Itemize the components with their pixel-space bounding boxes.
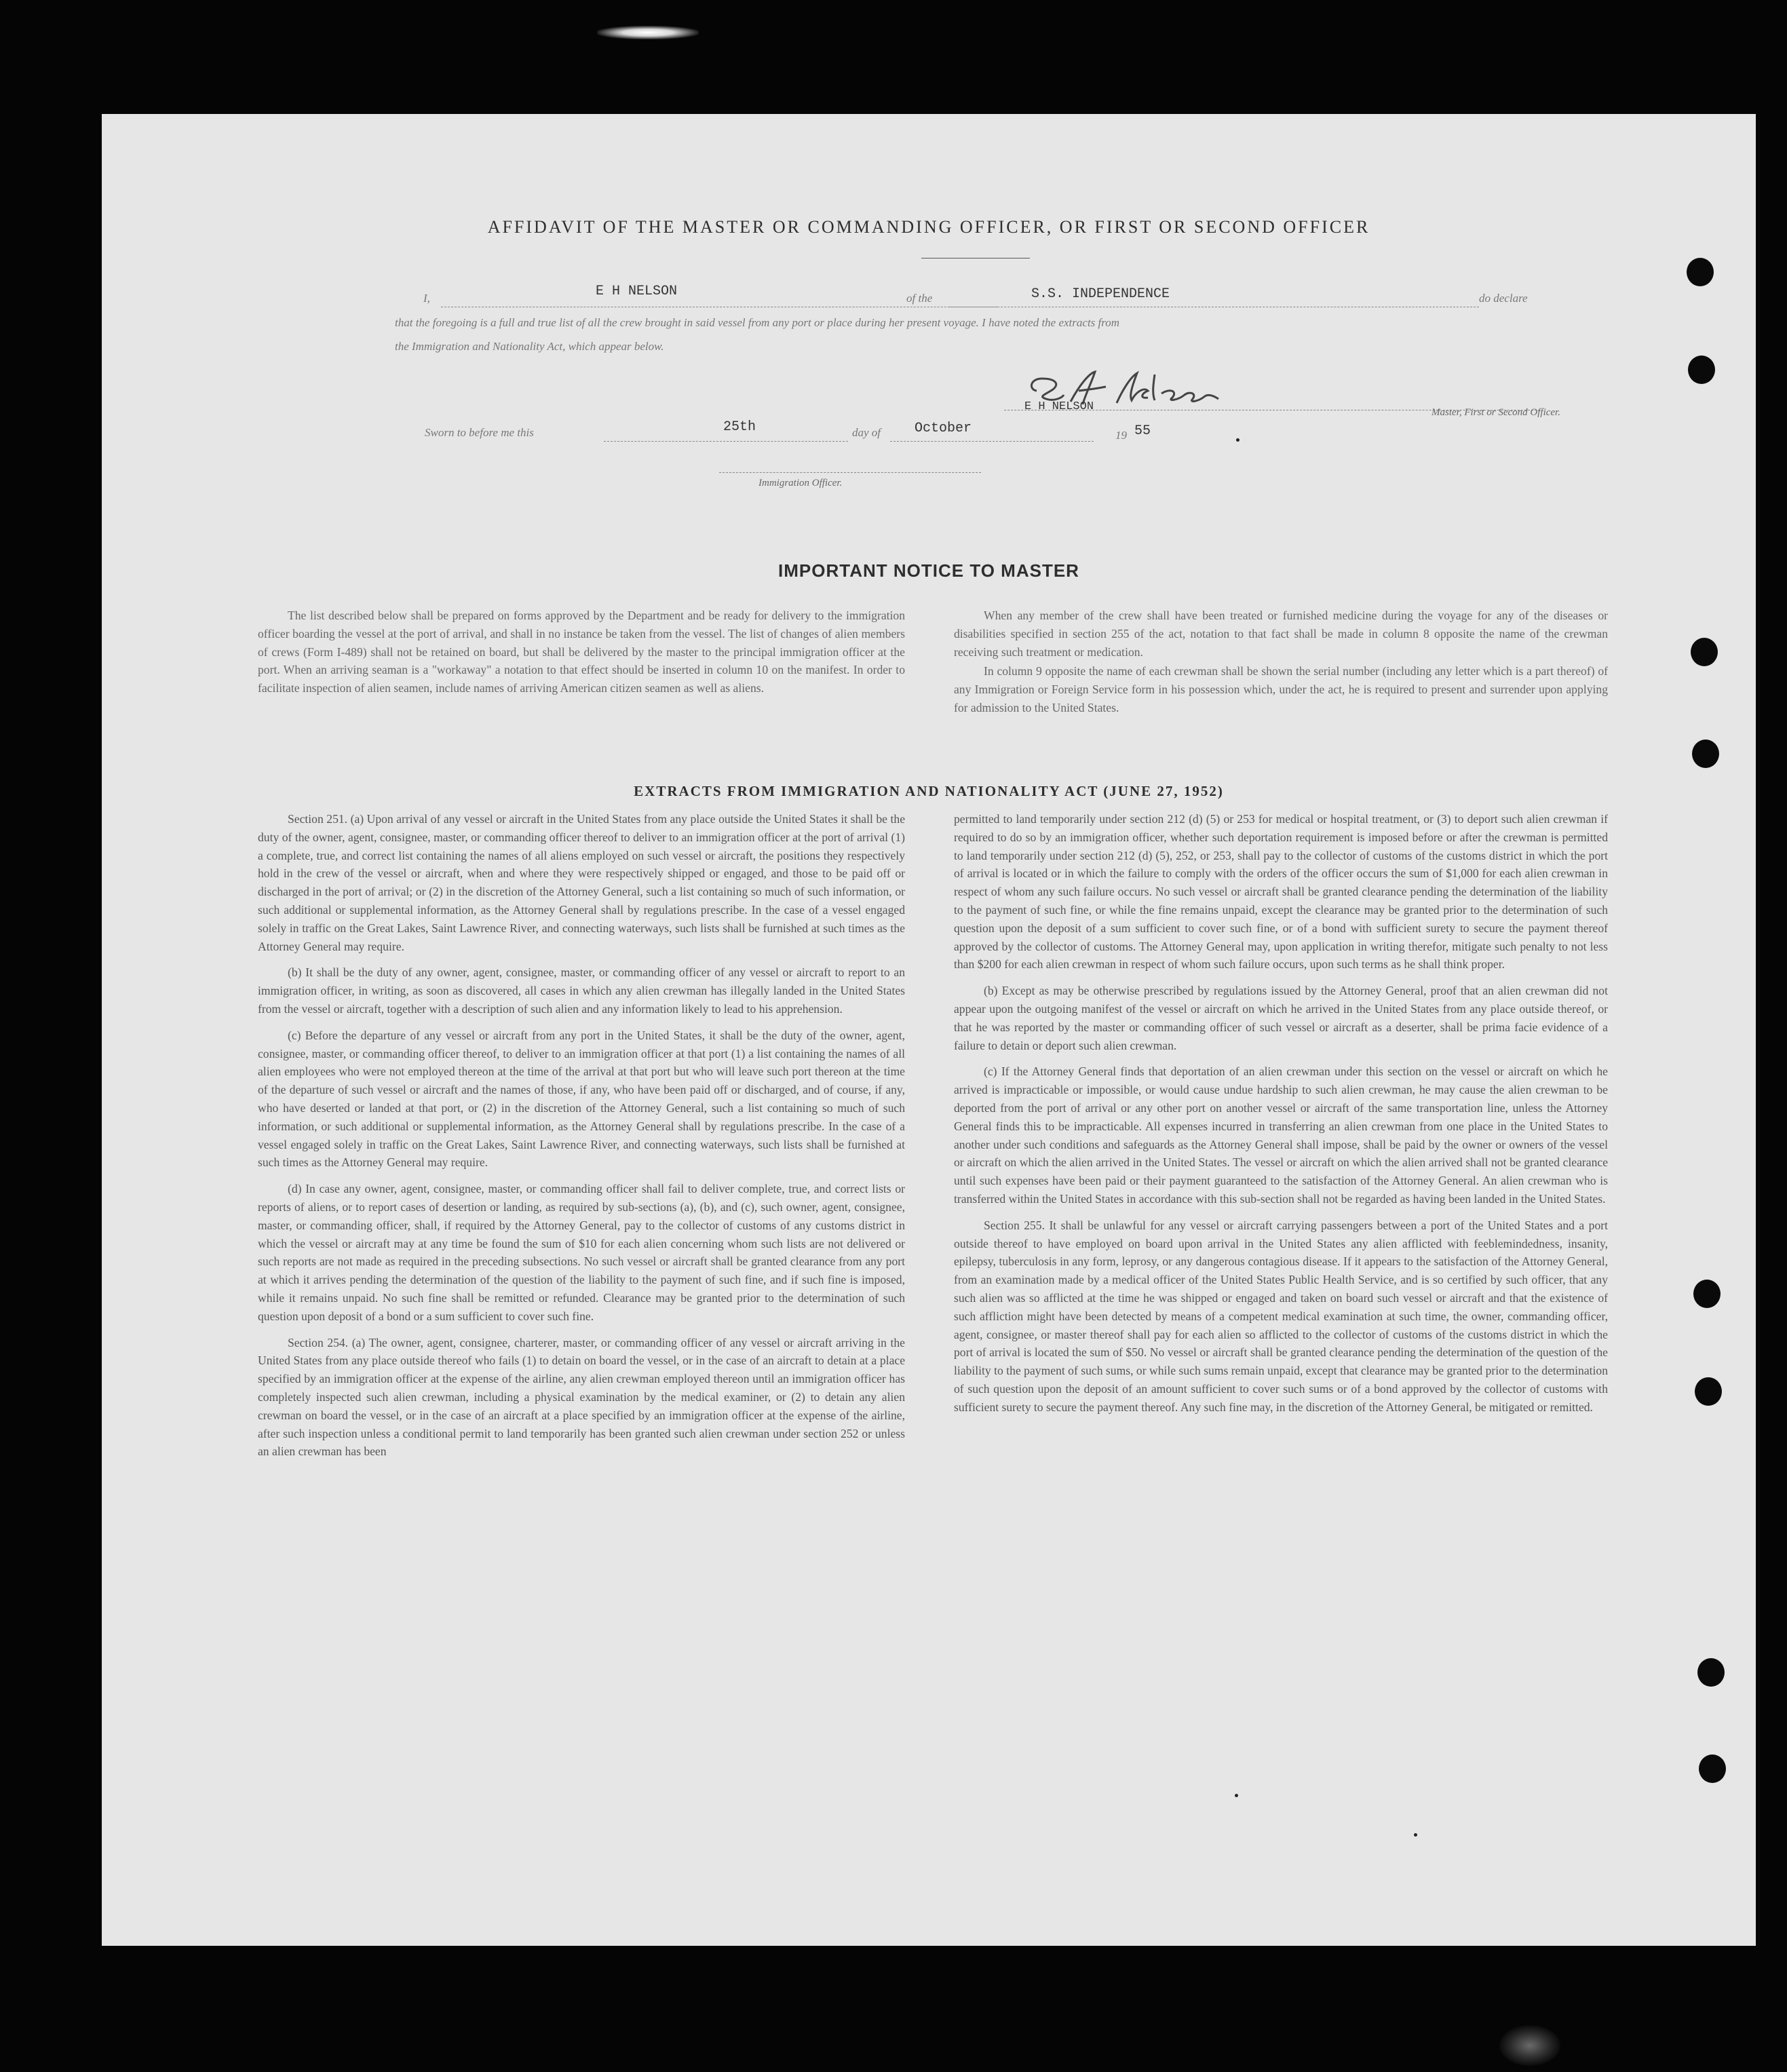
vessel-name: S.S. INDEPENDENCE: [1031, 286, 1170, 302]
notice-right-paragraph-2: In column 9 opposite the name of each crewman shall be shown the serial number (including any letter which is a part thereof) of any Immigration or Foreign Service form in his possession which, under the act, he is required to present and surrender upon applying for admission to the United States.: [954, 664, 1608, 714]
do-declare-text: do declare: [1479, 292, 1528, 305]
of-the-text: of the: [906, 292, 933, 305]
notice-left-paragraph: The list described below shall be prepared on forms approved by the Department and be ready for delivery to the immigration officer boarding the vessel at the port of arrival, and shall in no instance be taken from the vessel. The list of changes of alien members of crews (Form I-489) shall not be retained on board, but shall be delivered by the master to the principal immigration officer at the port. When an arriving seaman is a "workaway" a notation to that effect should be inserted in column 10 on the manifest. In order to facilitate inspection of alien seamen, include names of arriving American citizen seamen as well as aliens.: [258, 609, 905, 695]
sworn-day: 25th: [723, 419, 756, 435]
punch-hole: [1691, 638, 1718, 666]
extract-paragraph: (c) Before the departure of any vessel or aircraft from any port in the United States, it shall be the duty of the owner, agent, consignee, master, or commanding officer thereof, to deliver to an immigration officer at that port (1) a list containing the names of all alien employees who were not employed thereon at the time of the arrival at that port but who will leave such port thereon at the time of the departure of such vessel or aircraft and the names of those, if any, who have been paid off or discharged, and of course, if any, who have deserted or landed at that port, or (2) in the discretion of the Attorney General, such a list containing so much of such information, or such additional or supplemental information, as the Attorney General shall by regulations prescribe. In the case of a vessel engaged solely in traffic on the Great Lakes, Saint Lawrence River, and connecting waterways, such lists shall be furnished at such times as the Attorney General may require.: [258, 1028, 905, 1170]
master-name: E H NELSON: [596, 284, 678, 299]
scanner-glare-bottom: [1499, 2025, 1560, 2066]
signer-typed-name: E H NELSON: [1024, 400, 1094, 413]
notice-right-paragraph-1: When any member of the crew shall have been treated or furnished medicine during the voyage for any of the diseases or disabilities specified in section 255 of the act, notation to that fact shall be made in column 8 opposite the name of the crewman receiving such treatment or medication.: [954, 609, 1608, 659]
notice-heading: IMPORTANT NOTICE TO MASTER: [778, 560, 1079, 581]
declaration-line-3: the Immigration and Nationality Act, which appear below.: [395, 340, 664, 353]
immigration-officer-line: [719, 472, 981, 473]
notice-right-column: [954, 607, 1608, 725]
document-page: [102, 114, 1756, 1946]
extracts-heading: EXTRACTS FROM IMMIGRATION AND NATIONALITY ACT (JUNE 27, 1952): [634, 783, 1224, 799]
master-signature: [1015, 364, 1232, 425]
dust-speck: [1414, 1833, 1417, 1837]
day-of-text: day of: [852, 426, 881, 439]
punch-hole: [1699, 1754, 1726, 1783]
immigration-officer-caption: Immigration Officer.: [758, 478, 843, 488]
dust-speck: [1236, 438, 1240, 442]
dust-speck: [1235, 1794, 1238, 1797]
extracts-left-column: [258, 810, 905, 1469]
sworn-label: Sworn to before me this: [425, 426, 534, 439]
declarant-prefix: I,: [423, 292, 430, 305]
punch-hole: [1693, 1280, 1721, 1308]
extract-paragraph: (b) It shall be the duty of any owner, agent, consignee, master, or commanding officer of any vessel or aircraft to report to an immigration officer, in writing, as soon as discovered, all cases in which any alien crewman has illegally landed in the United States from the vessel or aircraft, together with a description of such alien and any information likely to lead to his apprehension.: [258, 965, 905, 1016]
extract-paragraph: (b) Except as may be otherwise prescribed by regulations issued by the Attorney General, proof that an alien crewman did not appear upon the outgoing manifest of the vessel or aircraft on which he arrived in the United States from any place outside thereof, or that he was reported by the master or commanding officer of such vessel or aircraft as a deserter, shall be prima facie evidence of a failure to detain or deport such alien crewman.: [954, 984, 1608, 1052]
extracts-right-column: [954, 810, 1608, 1425]
extract-paragraph: (d) In case any owner, agent, consignee, master, or commanding officer shall fail to deliver complete, true, and correct lists or reports of aliens, or to report cases of desertion or landing, as required by sub-sections (a), (b), and (c), such owner, agent, consignee, master, or commanding officer, shall, if required by the Attorney General, pay to the collector of customs of any customs district in which the vessel or aircraft may at any time be found the sum of $10 for each alien concerning whom such lists are not delivered or such reports are not made as required in the preceding subsections. No such vessel or aircraft shall be granted clearance from any port at which it arrives pending the determination of the question of the liability to the payment of such fine, and if such fine is imposed, while it remains unpaid. No such fine shall be remitted or refunded. Clearance may be granted prior to the determination of such question upon deposit of a bond or a sum sufficient to cover such fine.: [258, 1182, 905, 1323]
sworn-day-line: [604, 441, 848, 442]
notice-left-column: [258, 607, 905, 706]
scanner-glare: [597, 26, 699, 39]
punch-hole: [1688, 356, 1715, 384]
punch-hole: [1692, 740, 1719, 768]
extract-paragraph: (c) If the Attorney General finds that deportation of an alien crewman under this section on the vessel or aircraft on which he arrived is impracticable or impossible, or would cause undue hardship to such alien crewman, he may cause the alien crewman to be deported from the port of arrival or any other port on another vessel or aircraft of the same transportation line, unless the Attorney General finds this to be impracticable. All expenses incurred in transferring an alien crewman from one place in the United States to another under such conditions and safeguards as the Attorney General shall impose, shall be paid by the owner or owners of the vessel or aircraft on which the alien arrived in the United States. The vessel or aircraft on which the alien arrived shall not be granted clearance until such expenses have been paid or their payment guaranteed to the satisfaction of the Attorney General. An alien crewman who is transferred within the United States in accordance with this sub-section shall not be regarded as having been landed in the United States.: [954, 1064, 1608, 1206]
extract-paragraph: Section 251. (a) Upon arrival of any vessel or aircraft in the United States from any place outside the United States it shall be the duty of the owner, agent, consignee, master, or commanding officer thereof to deliver to an immigration officer at the port of arrival (1) a complete, true, and correct list containing the names of all aliens employed on such vessel or aircraft, the positions they respectively hold in the crew of the vessel or aircraft, when and where they were respectively shipped or engaged, and those to be paid off or discharged in the port of arrival; or (2) in the discretion of the Attorney General, such a list containing so much of such information, or such additional or supplemental information, as the Attorney General shall by regulations prescribe. In the case of a vessel engaged solely in traffic on the Great Lakes, Saint Lawrence River, and connecting waterways, such lists shall be furnished at such times as the Attorney General may require.: [258, 812, 905, 953]
extract-paragraph: Section 254. (a) The owner, agent, consignee, charterer, master, or commanding officer of any vessel or aircraft arriving in the United States from any place outside thereof who fails (1) to detain on board the vessel, or in the case of an aircraft to detain at a place specified by an immigration officer at the expense of the airline, any alien crewman employed thereon until an immigration officer has completely inspected such alien crewman, including a physical examination by the medical examiner, or (2) to detain any alien crewman on board the vessel, or in the case of an aircraft at a place specified by an immigration officer at the expense of the airline, after such inspection unless a conditional permit to land temporarily has been granted such alien crewman under section 252 or unless an alien crewman has been: [258, 1335, 905, 1459]
sworn-month: October: [915, 421, 972, 436]
extract-paragraph: permitted to land temporarily under section 212 (d) (5) or 253 for medical or hospital treatment, or (3) to deport such alien crewman if required to do so by an immigration officer, whether such deportation requirement is imposed before or after the crewman is permitted to land temporarily under section 212 (d) (5), 252, or 253, shall pay to the collector of customs of the customs district in which the port of arrival is located or in which the failure to comply with the orders of the officer occurs the sum of $1,000 for each alien crewman in respect of whom any such failure occurs. No such vessel or aircraft shall be granted clearance pending the determination of the liability to the payment of such fine, or while the fine remains unpaid, except the clearance may be granted prior to the determination of such question upon the deposit of a sum sufficient to cover such fine, or of a bond with sufficient surety to secure the payment thereof approved by the collector of customs. The Attorney General may, upon application in writing therefor, mitigate such penalty to not less than $200 for each alien crewman in respect of whom such failure occurs, upon such terms as he shall think proper.: [954, 812, 1608, 972]
punch-hole: [1695, 1377, 1722, 1406]
signer-caption: Master, First or Second Officer.: [1431, 407, 1560, 418]
year-prefix: 19: [1115, 429, 1127, 442]
extract-paragraph: Section 255. It shall be unlawful for any vessel or aircraft carrying passengers between a port of the United States and a port outside thereof to have employed on board upon arrival in the United States any alien afflicted with feeblemindedness, insanity, epilepsy, tuberculosis in any form, leprosy, or any dangerous contagious disease. If it appears to the satisfaction of the Attorney General, from an examination made by a medical officer of the United States Public Health Service, and is so certified by such officer, that any such alien was so afflicted at the time he was shipped or engaged and taken on board such vessel or aircraft and that the existence of such affliction might have been detected by means of a competent medical examination at such time, the owner, commanding officer, agent, consignee, or master thereof shall pay for each alien so afflicted to the collector of customs of the customs district in which the port of arrival is located the sum of $50. No vessel or aircraft shall be granted clearance pending the determination of the question of the liability to the payment of such sums, or while such sums remain unpaid, except that clearance may be granted prior to the determination of such question upon the deposit of an amount sufficient to cover such sums or of a bond approved by the collector of customs with sufficient surety to secure the payment thereof. Any such fine may, in the discretion of the Attorney General, be mitigated or remitted.: [954, 1218, 1608, 1414]
sworn-month-line: [890, 441, 1094, 442]
sworn-year: 55: [1134, 423, 1151, 439]
declaration-line-2: that the foregoing is a full and true list of all the crew brought in said vessel from any port or place during her present voyage. I have noted the extracts from: [395, 316, 1120, 329]
affidavit-title: AFFIDAVIT OF THE MASTER OR COMMANDING OFFICER, OR FIRST OR SECOND OFFICER: [487, 217, 1370, 237]
punch-hole: [1687, 258, 1714, 286]
punch-hole: [1697, 1658, 1725, 1687]
